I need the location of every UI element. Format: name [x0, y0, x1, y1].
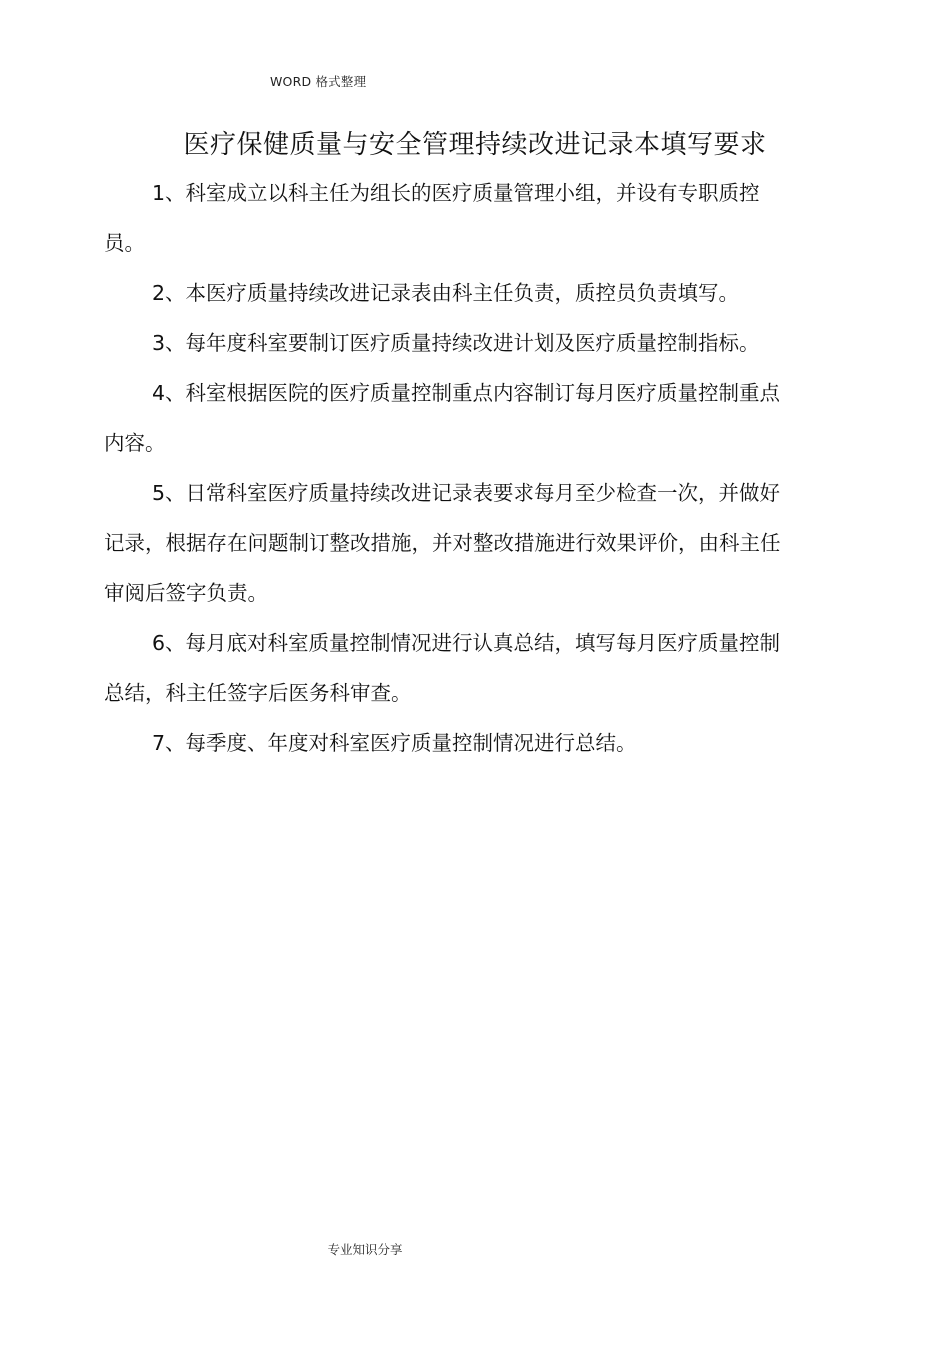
requirement-item-7: 7、每季度、年度对科室医疗质量控制情况进行总结。 [152, 731, 637, 755]
requirement-item-6: 6、每月底对科室质量控制情况进行认真总结，填写每月医疗质量控制总结，科主任签字后医务科审查。 [104, 631, 781, 705]
document-title: 医疗保健质量与安全管理持续改进记录本填写要求 [183, 130, 767, 160]
requirement-item-5: 5、日常科室医疗质量持续改进记录表要求每月至少检查一次，并做好记录，根据存在问题制订整改措施，并对整改措施进行效果评价，由科主任审阅后签字负责。 [104, 481, 781, 605]
requirement-item-1: 1、科室成立以科主任为组长的医疗质量管理小组，并设有专职质控员。 [104, 181, 760, 255]
requirement-item-3: 3、每年度科室要制订医疗质量持续改进计划及医疗质量控制指标。 [152, 331, 760, 355]
requirement-item-2: 2、本医疗质量持续改进记录表由科主任负责，质控员负责填写。 [152, 281, 740, 305]
header-note: WORD 格式整理 [270, 74, 367, 89]
page-footer: 专业知识分享 [327, 1242, 403, 1257]
document-body [104, 168, 794, 768]
requirement-item-4: 4、科室根据医院的医疗质量控制重点内容制订每月医疗质量控制重点内容。 [104, 381, 781, 455]
